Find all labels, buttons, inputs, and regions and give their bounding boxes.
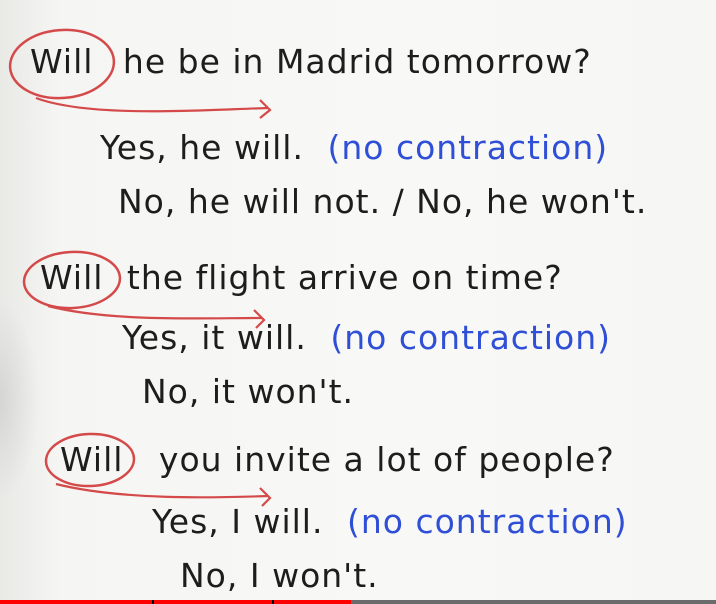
answer-1-yes-will: will. — [233, 128, 304, 167]
answer-3-no: No, I won't. — [180, 556, 379, 595]
whiteboard-shadow — [0, 300, 40, 500]
answer-2-no: No, it won't. — [142, 372, 355, 411]
question-2-text: the flight arrive on time? — [126, 258, 563, 297]
chapter-marker — [152, 600, 154, 604]
answer-2-yes-will: will. — [236, 318, 307, 357]
answer-1-yes-prefix: Yes, he — [100, 128, 234, 167]
answer-1-yes — [100, 128, 608, 167]
answer-2-yes-prefix: Yes, it — [122, 318, 237, 357]
chapter-marker — [272, 600, 274, 604]
question-3-will: Will — [60, 440, 124, 479]
answer-3-yes-prefix: Yes, I — [152, 502, 254, 541]
question-1 — [30, 42, 592, 81]
answer-3-note: (no contraction) — [346, 502, 628, 541]
question-2-will: Will — [40, 258, 104, 297]
question-3-text: you invite a lot of people? — [158, 440, 615, 479]
video-progress-bar[interactable] — [0, 600, 716, 604]
answer-1-no: No, he will not. / No, he won't. — [118, 182, 648, 221]
answer-3-yes-will: will. — [253, 502, 324, 541]
answer-3-yes — [152, 502, 628, 541]
video-progress-fill — [0, 600, 351, 604]
question-1-will: Will — [30, 42, 94, 81]
question-3 — [60, 440, 615, 479]
answer-1-note: (no contraction) — [327, 128, 609, 167]
answer-2-note: (no contraction) — [330, 318, 612, 357]
question-1-text: he be in Madrid tomorrow? — [122, 42, 592, 81]
answer-2-yes — [122, 318, 611, 357]
question-2 — [40, 258, 563, 297]
